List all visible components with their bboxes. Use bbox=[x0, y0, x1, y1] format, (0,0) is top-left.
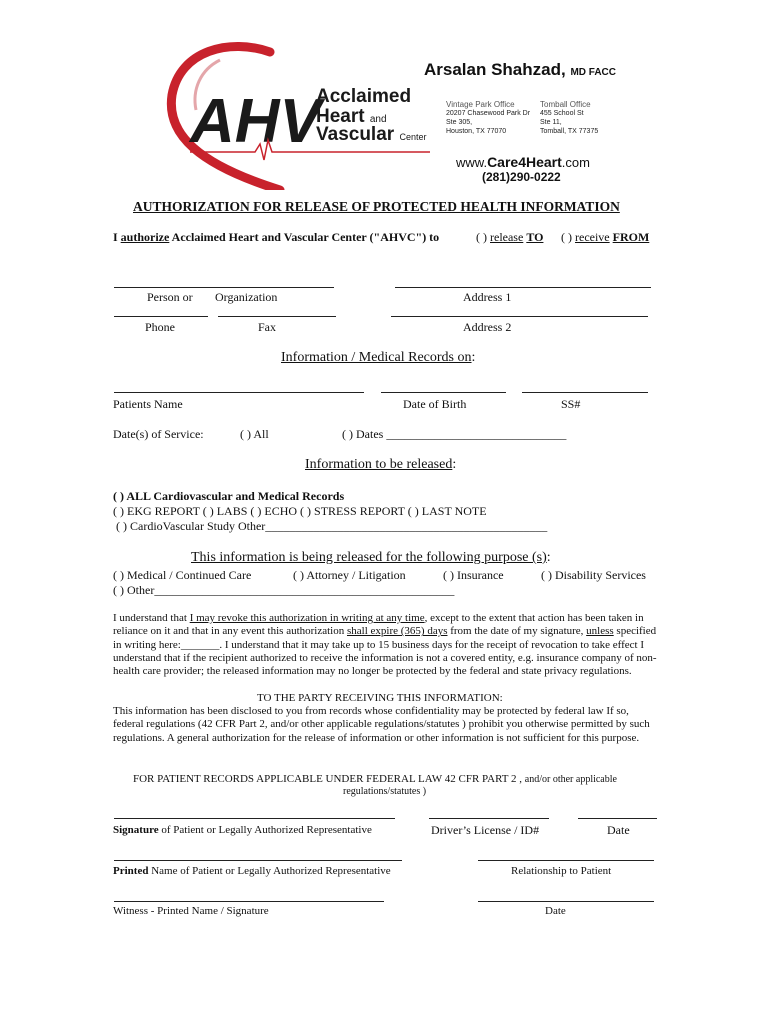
label-fax: Fax bbox=[258, 320, 276, 334]
license-line[interactable] bbox=[429, 818, 549, 819]
legal-p1-d: specified in writing here:_______. I understand that it may take up to 15 business days for the receipt of revocation to take effect I understand that if the recipient authorized to receive the information is not a covered entity, e.g. insurance company of non-health care provider; the released information may no longer be protected by the federal and state privacy regulations. bbox=[113, 625, 657, 678]
purpose-attorney[interactable]: ( ) Attorney / Litigation bbox=[293, 568, 406, 582]
label-address2: Address 2 bbox=[463, 320, 512, 334]
printed-rest: Name of Patient or Legally Authorized Representative bbox=[148, 865, 391, 877]
legal-paragraph-revoke bbox=[113, 612, 658, 678]
legal-p1-revoke: I may revoke this authorization in writing at any time bbox=[189, 612, 425, 624]
label-ssn: SS# bbox=[561, 397, 581, 411]
website-prefix: www. bbox=[456, 155, 488, 170]
doctor-name bbox=[424, 60, 616, 80]
signature-rest: of Patient or Legally Authorized Representative bbox=[158, 824, 372, 836]
fax-line[interactable] bbox=[218, 316, 336, 317]
section-info-records-text: Information / Medical Records on bbox=[281, 350, 472, 365]
receive-from-option[interactable] bbox=[561, 230, 649, 245]
ahv-logo-mark bbox=[160, 40, 440, 190]
section-info-released bbox=[305, 457, 456, 473]
website bbox=[456, 154, 590, 170]
form-title: AUTHORIZATION FOR RELEASE OF PROTECTED HEALTH INFORMATION bbox=[133, 199, 620, 214]
logo-letters: AHV bbox=[190, 87, 321, 156]
logo-acclaimed: Acclaimed bbox=[316, 86, 412, 107]
office1-line3: Houston, TX 77070 bbox=[446, 128, 507, 135]
purpose-medical[interactable]: ( ) Medical / Continued Care bbox=[113, 568, 252, 582]
released-cardio-study-other[interactable]: ( ) CardioVascular Study Other_______________________________________________ bbox=[116, 519, 548, 533]
label-date2: Date bbox=[545, 905, 566, 917]
label-relationship: Relationship to Patient bbox=[511, 865, 612, 877]
label-drivers-license: Driver’s License / ID# bbox=[431, 823, 540, 837]
released-all-cardio[interactable]: ( ) ALL Cardiovascular and Medical Records bbox=[113, 489, 345, 503]
logo-vascular-word: Vascular bbox=[316, 124, 395, 145]
office1-line1: 20207 Chasewood Park Dr bbox=[446, 110, 531, 117]
legal-p1-unless: unless bbox=[586, 625, 614, 638]
purpose-other[interactable]: ( ) Other__________________________________________________ bbox=[113, 583, 455, 597]
label-witness: Witness - Printed Name / Signature bbox=[113, 905, 269, 917]
website-suffix: .com bbox=[561, 155, 590, 170]
date2-line[interactable] bbox=[478, 901, 654, 902]
printed-name-line[interactable] bbox=[114, 860, 402, 861]
office-tomball bbox=[540, 100, 598, 136]
signature-bold: Signature bbox=[113, 824, 159, 836]
office2-title: Tomball Office bbox=[540, 100, 591, 109]
address1-line[interactable] bbox=[395, 287, 651, 288]
ssn-line[interactable] bbox=[522, 392, 648, 393]
label-date1: Date bbox=[607, 823, 630, 837]
witness-line[interactable] bbox=[114, 901, 384, 902]
printed-bold: Printed bbox=[113, 865, 149, 877]
released-reports-row[interactable]: ( ) EKG REPORT ( ) LABS ( ) ECHO ( ) STRESS REPORT ( ) LAST NOTE bbox=[113, 504, 487, 518]
office2-line2: Ste 11, bbox=[540, 119, 562, 126]
release-checkbox[interactable]: ( ) bbox=[476, 230, 487, 244]
label-signature bbox=[113, 824, 372, 836]
authorize-statement bbox=[113, 230, 439, 245]
release-word: release bbox=[490, 230, 524, 244]
date1-line[interactable] bbox=[578, 818, 657, 819]
legal-p1-c: from the date of my signature, bbox=[447, 625, 587, 638]
legal-p1-b: , except to the extent that action has been taken in reliance on it and that in any event this authorization bbox=[113, 612, 644, 638]
receive-word: receive bbox=[575, 230, 610, 244]
person-org-line[interactable] bbox=[114, 287, 334, 288]
section-info-records-colon: : bbox=[471, 350, 476, 365]
logo-heart-word: Heart bbox=[316, 106, 365, 127]
doctor-credentials: MD FACC bbox=[570, 67, 617, 78]
doctor-name-text: Arsalan Shahzad, bbox=[424, 60, 566, 79]
address2-line[interactable] bbox=[391, 316, 648, 317]
section-info-released-text: Information to be released bbox=[305, 457, 453, 472]
purpose-insurance[interactable]: ( ) Insurance bbox=[443, 568, 504, 582]
label-organization: Organization bbox=[215, 290, 278, 304]
phone-number: (281)290-0222 bbox=[482, 170, 561, 184]
office2-line3: Tomball, TX 77375 bbox=[540, 128, 599, 135]
federal-law-a: FOR PATIENT RECORDS APPLICABLE UNDER FEDERAL LAW 42 CFR PART 2 , bbox=[133, 773, 525, 785]
label-dates-of-service: Date(s) of Service: bbox=[113, 427, 204, 441]
office2-line1: 455 School St bbox=[540, 110, 584, 117]
auth-authorize: authorize bbox=[120, 230, 170, 244]
label-printed-name bbox=[113, 865, 391, 877]
federal-law-b: and/or other applicable bbox=[524, 774, 617, 785]
legal-p1-expire: shall expire (365) days bbox=[346, 625, 448, 638]
legal-paragraph-disclosure: This information has been disclosed to you from records whose confidentiality may be protected by federal law If so, federal regulations (42 CFR Part 2, and/or other applicable regulations/statutes ) prohibit you otherwise permitted by such regulations. A general authorization for the release of information or other information is not sufficient for this purpose. bbox=[113, 705, 650, 744]
logo-vascular bbox=[316, 124, 426, 146]
dob-line[interactable] bbox=[381, 392, 506, 393]
section-purpose-text: This information is being released for the following purpose (s) bbox=[191, 550, 547, 565]
label-phone: Phone bbox=[145, 320, 175, 334]
website-name: Care4Heart bbox=[487, 154, 562, 170]
auth-i: I bbox=[113, 230, 121, 244]
section-info-released-colon: : bbox=[452, 457, 457, 472]
office-vintage-park bbox=[446, 100, 530, 136]
office1-line2: Ste 305, bbox=[446, 119, 473, 126]
party-receiving-heading: TO THE PARTY RECEIVING THIS INFORMATION: bbox=[257, 692, 503, 704]
patient-name-line[interactable] bbox=[114, 392, 364, 393]
section-purpose-colon: : bbox=[546, 550, 551, 565]
dates-range-option[interactable]: ( ) Dates ______________________________ bbox=[342, 427, 567, 441]
from-word: FROM bbox=[612, 230, 650, 244]
receive-checkbox[interactable]: ( ) bbox=[561, 230, 572, 244]
federal-law-line bbox=[133, 773, 617, 785]
label-date-of-birth: Date of Birth bbox=[403, 397, 467, 411]
signature-line[interactable] bbox=[114, 818, 395, 819]
auth-rest: Acclaimed Heart and Vascular Center ("AHVC") to bbox=[169, 230, 440, 244]
section-purpose bbox=[191, 550, 551, 566]
legal-p1-a: I understand that bbox=[113, 612, 190, 624]
purpose-disability[interactable]: ( ) Disability Services bbox=[541, 568, 646, 582]
logo-center: Center bbox=[399, 132, 427, 142]
label-patients-name: Patients Name bbox=[113, 397, 183, 411]
logo-and: and bbox=[369, 114, 387, 125]
federal-law-statutes: regulations/statutes ) bbox=[343, 786, 427, 797]
label-address1: Address 1 bbox=[463, 290, 512, 304]
section-info-records bbox=[281, 350, 475, 366]
to-word: TO bbox=[526, 230, 544, 244]
dates-all-option[interactable]: ( ) All bbox=[240, 427, 269, 441]
release-to-option[interactable] bbox=[476, 230, 543, 245]
relationship-line[interactable] bbox=[478, 860, 654, 861]
label-person-or: Person or bbox=[147, 290, 193, 304]
office1-title: Vintage Park Office bbox=[446, 100, 515, 109]
phone-line[interactable] bbox=[114, 316, 208, 317]
